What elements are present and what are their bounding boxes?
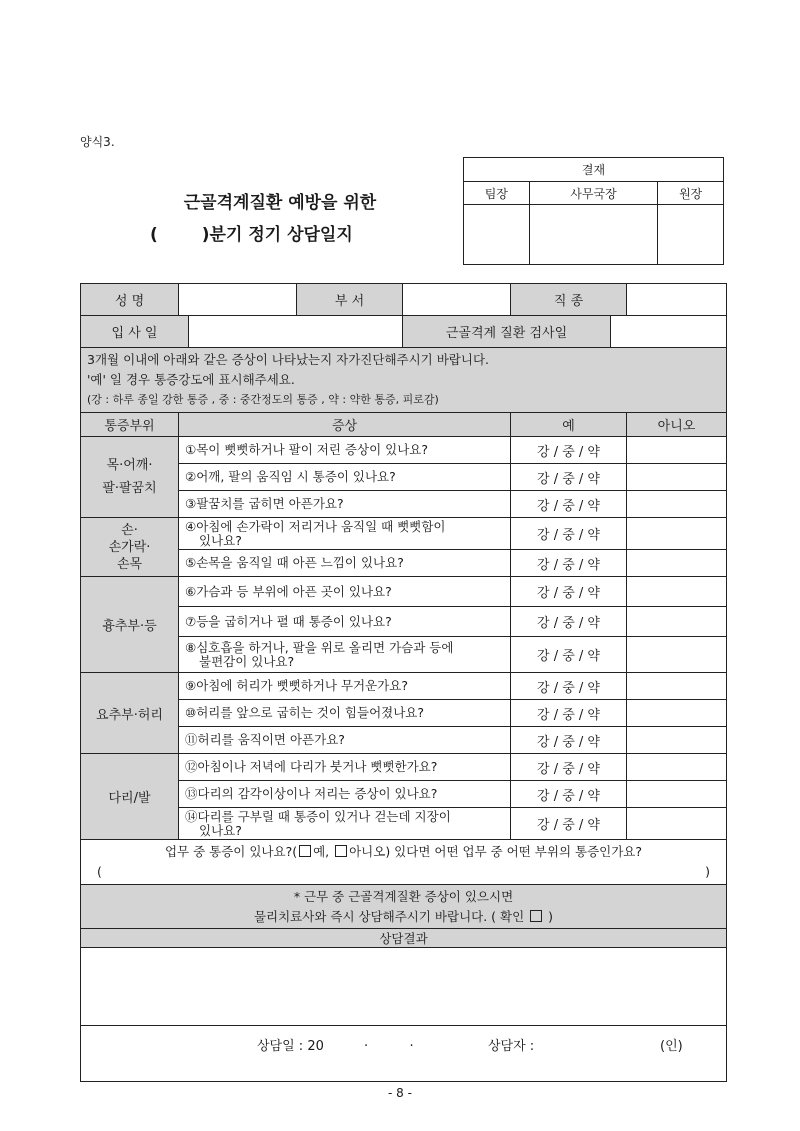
hire-date-field[interactable]: [189, 316, 403, 348]
part-neck-shoulder: 목·어깨· 팔·팔꿈치: [81, 437, 179, 518]
no-cell-12[interactable]: [627, 754, 727, 781]
symptom-5: ⑤손목을 움직일 때 아픈 느낌이 있나요?: [179, 550, 511, 577]
position-label: 직 종: [511, 284, 627, 316]
approval-col-team-lead: 팀장: [464, 182, 530, 205]
yes-intensity-4[interactable]: 강 / 중 / 약: [511, 518, 627, 550]
name-field[interactable]: [179, 284, 297, 316]
exam-date-field[interactable]: [611, 316, 727, 348]
signature-row: [81, 1026, 727, 1082]
header-symptom: 증상: [179, 413, 511, 437]
yes-intensity-3[interactable]: 강 / 중 / 약: [511, 491, 627, 518]
no-cell-5[interactable]: [627, 550, 727, 577]
no-cell-11[interactable]: [627, 727, 727, 754]
no-cell-1[interactable]: [627, 437, 727, 464]
page-number: - 8 -: [388, 1086, 412, 1100]
part-hand-wrist: 손· 손가락· 손목: [81, 518, 179, 577]
no-checkbox[interactable]: [335, 845, 347, 857]
no-cell-6[interactable]: [627, 577, 727, 607]
seal-mark[interactable]: (인): [660, 1039, 683, 1054]
work-pain-question[interactable]: 업무 중 통증이 있나요?( 예, 아니오) 있다면 어떤 업무 중 어떤 부위의 통증인가요? ( ): [81, 840, 727, 885]
header-no: 아니오: [627, 413, 727, 437]
symptom-7: ⑦등을 굽히거나 펼 때 통증이 있나요?: [179, 607, 511, 637]
symptom-6: ⑥가슴과 등 부위에 아픈 곳이 있나요?: [179, 577, 511, 607]
approval-header: 결재: [464, 158, 724, 182]
approval-sign-team-lead[interactable]: [464, 205, 530, 265]
yes-intensity-8[interactable]: 강 / 중 / 약: [511, 637, 627, 673]
part-thoracic-back: 흉추부·등: [81, 577, 179, 673]
no-cell-10[interactable]: [627, 700, 727, 727]
symptom-11: ⑪허리를 움직이면 아픈가요?: [179, 727, 511, 754]
notice-line-1: * 근무 중 근골격계질환 증상이 있으시면: [293, 888, 514, 904]
no-cell-13[interactable]: [627, 781, 727, 808]
yes-intensity-11[interactable]: 강 / 중 / 약: [511, 727, 627, 754]
no-cell-2[interactable]: [627, 464, 727, 491]
no-cell-4[interactable]: [627, 518, 727, 550]
counsel-table: [80, 283, 727, 1082]
instruction-line-1: 3개월 이내에 아래와 같은 증상이 나타났는지 자가진단해주시기 바랍니다.: [87, 352, 489, 367]
notice-line-2: 물리치료사와 즉시 상담해주시기 바랍니다. ( 확인: [253, 908, 525, 924]
confirm-checkbox[interactable]: [530, 910, 542, 922]
quarter-rest: )분기 정기 상담일지: [201, 225, 353, 245]
yes-intensity-12[interactable]: 강 / 중 / 약: [511, 754, 627, 781]
yes-intensity-10[interactable]: 강 / 중 / 약: [511, 700, 627, 727]
yes-intensity-2[interactable]: 강 / 중 / 약: [511, 464, 627, 491]
yes-intensity-9[interactable]: 강 / 중 / 약: [511, 673, 627, 700]
notice: * 근무 중 근골격계질환 증상이 있으시면 물리치료사와 즉시 상담해주시기 바랍니다. ( 확인 ): [81, 885, 727, 929]
answer-close: ): [705, 864, 710, 879]
yes-intensity-14[interactable]: 강 / 중 / 약: [511, 808, 627, 840]
part-leg-foot: 다리/발: [81, 754, 179, 840]
form-title: 근골격계질환 예방을 위한: [183, 193, 377, 213]
symptom-3: ③팔꿈치를 굽히면 아픈가요?: [179, 491, 511, 518]
form-number: 양식3.: [80, 135, 115, 149]
hire-date-label: 입 사 일: [81, 316, 189, 348]
approval-col-director: 사무국장: [529, 182, 658, 205]
no-cell-3[interactable]: [627, 491, 727, 518]
yes-checkbox[interactable]: [299, 845, 311, 857]
instructions: [81, 348, 727, 413]
result-field[interactable]: [81, 948, 727, 1026]
symptom-1: ①목이 뻣뻣하거나 팔이 저린 증상이 있나요?: [179, 437, 511, 464]
counselor-label: 상담자 :: [488, 1039, 535, 1054]
part-lumbar-waist: 요추부·허리: [81, 673, 179, 754]
counsel-date-label: 상담일 : 20: [257, 1039, 324, 1054]
counsel-date-dots[interactable]: . .: [364, 1035, 414, 1050]
form-subtitle: [150, 220, 490, 245]
no-cell-7[interactable]: [627, 607, 727, 637]
answer-open: (: [97, 864, 102, 879]
yes-intensity-6[interactable]: 강 / 중 / 약: [511, 577, 627, 607]
symptom-9: ⑨아침에 허리가 뻣뻣하거나 무거운가요?: [179, 673, 511, 700]
no-cell-14[interactable]: [627, 808, 727, 840]
approval-col-head: 원장: [658, 182, 724, 205]
symptom-10: ⑩허리를 앞으로 굽히는 것이 힘들어졌나요?: [179, 700, 511, 727]
no-cell-9[interactable]: [627, 673, 727, 700]
dept-field[interactable]: [403, 284, 511, 316]
approval-sign-head[interactable]: [658, 205, 724, 265]
quarter-open: (: [150, 225, 158, 245]
exam-date-label: 근골격계 질환 검사일: [403, 316, 611, 348]
approval-sign-director[interactable]: [529, 205, 658, 265]
symptom-2: ②어깨, 팔의 움직임 시 통증이 있나요?: [179, 464, 511, 491]
yes-intensity-7[interactable]: 강 / 중 / 약: [511, 607, 627, 637]
header-yes: 예: [511, 413, 627, 437]
no-cell-8[interactable]: [627, 637, 727, 673]
yes-intensity-13[interactable]: 강 / 중 / 약: [511, 781, 627, 808]
yes-intensity-5[interactable]: 강 / 중 / 약: [511, 550, 627, 577]
name-label: 성 명: [81, 284, 179, 316]
intensity-legend: (강 : 하루 종일 강한 통증 , 중 : 중간정도의 통증 , 약 : 약한 통증, 피로감): [87, 393, 439, 406]
symptom-12: ⑫아침이나 저녁에 다리가 붓거나 뻣뻣한가요?: [179, 754, 511, 781]
symptom-14: ⑭다리를 구부릴 때 통증이 있거나 걷는데 지장이 있나요?: [179, 808, 511, 840]
dept-label: 부 서: [297, 284, 403, 316]
position-field[interactable]: [627, 284, 727, 316]
instruction-line-2: '예' 일 경우 통증강도에 표시해주세요.: [87, 372, 295, 387]
result-label: 상담결과: [81, 929, 727, 948]
symptom-8: ⑧심호흡을 하거나, 팔을 위로 올리면 가슴과 등에 불편감이 있나요?: [179, 637, 511, 673]
approval-table: [463, 157, 724, 265]
symptom-13: ⑬다리의 감각이상이나 저리는 증상이 있나요?: [179, 781, 511, 808]
yes-intensity-1[interactable]: 강 / 중 / 약: [511, 437, 627, 464]
header-part: 통증부위: [81, 413, 179, 437]
symptom-4: ④아침에 손가락이 저리거나 움직일 때 뻣뻣함이 있나요?: [179, 518, 511, 550]
